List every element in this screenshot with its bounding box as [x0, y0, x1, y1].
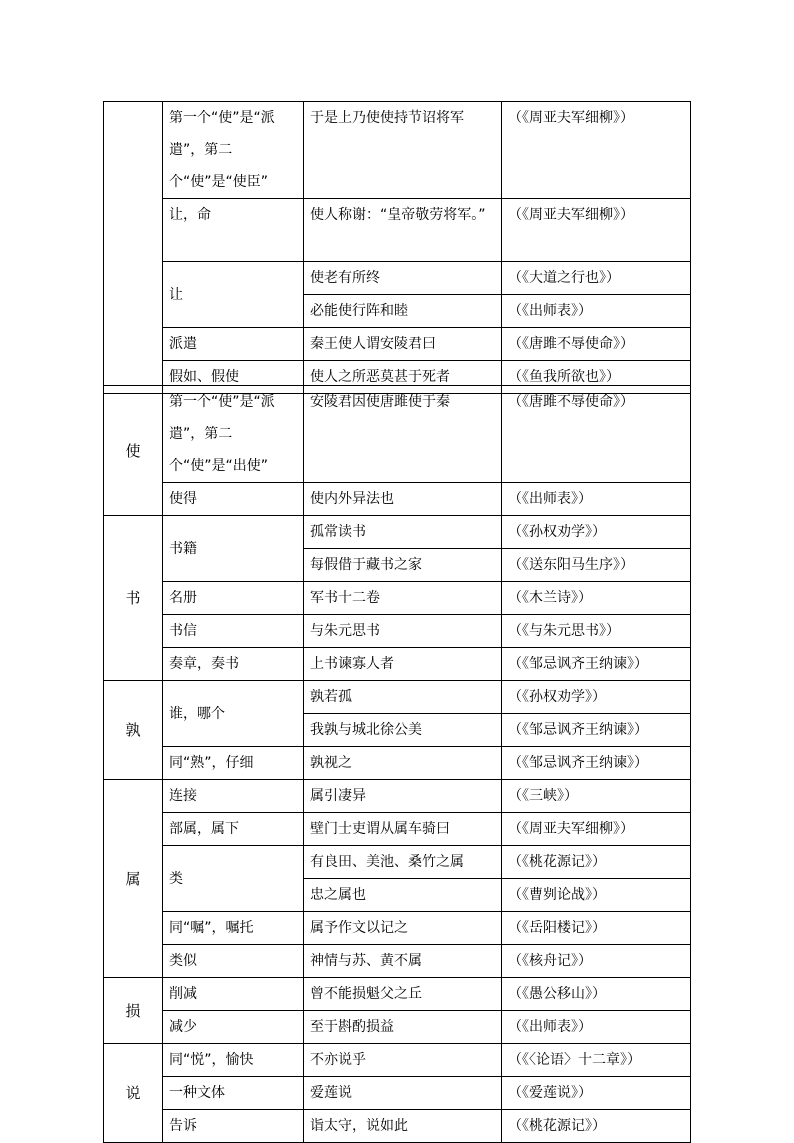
table-row — [104, 912, 691, 945]
table-row — [104, 582, 691, 615]
source-cell: （《曹刿论战》） — [502, 879, 691, 912]
source-cell: （《与朱元思书》） — [502, 615, 691, 648]
table-row — [104, 1011, 691, 1044]
meaning-cell: 假如、假使 — [163, 361, 304, 394]
example-cell: 孤常读书 — [304, 516, 502, 549]
meaning-cell: 奏章，奏书 — [163, 648, 304, 681]
headword-cell: 使 — [104, 386, 163, 516]
source-cell: （《愚公移山》） — [502, 978, 691, 1011]
source-cell: （《邹忌讽齐王纳谏》） — [502, 714, 691, 747]
source-cell: （《桃花源记》） — [502, 846, 691, 879]
source-cell: （《木兰诗》） — [502, 582, 691, 615]
meaning-cell: 一种文体 — [163, 1077, 304, 1110]
meaning-cell: 削减 — [163, 978, 304, 1011]
meaning-cell: 连接 — [163, 780, 304, 813]
example-cell: 不亦说乎 — [304, 1044, 502, 1077]
example-cell: 壁门士吏谓从属车骑曰 — [304, 813, 502, 846]
source-cell: （《桃花源记》） — [502, 1110, 691, 1143]
meaning-cell: 部属，属下 — [163, 813, 304, 846]
source-cell: （《周亚夫军细柳》） — [502, 813, 691, 846]
meaning-cell: 派遣 — [163, 328, 304, 361]
source-cell: （《送东阳马生序》） — [502, 549, 691, 582]
headword-cell: 书 — [104, 516, 163, 681]
source-cell: （《周亚夫军细柳》） — [502, 199, 691, 262]
example-cell: 诣太守，说如此 — [304, 1110, 502, 1143]
example-cell: 爱莲说 — [304, 1077, 502, 1110]
example-cell: 属引凄异 — [304, 780, 502, 813]
vocab-table-top — [103, 101, 691, 394]
example-cell: 孰若孤 — [304, 681, 502, 714]
example-cell: 至于斟酌损益 — [304, 1011, 502, 1044]
source-cell: （《邹忌讽齐王纳谏》） — [502, 747, 691, 780]
headword-cell: 损 — [104, 978, 163, 1044]
example-cell: 安陵君因使唐雎使于秦 — [304, 386, 502, 483]
example-cell: 军书十二卷 — [304, 582, 502, 615]
table-row — [104, 780, 691, 813]
table-row — [104, 615, 691, 648]
headword-cell: 属 — [104, 780, 163, 978]
meaning-cell: 第一个“使”是“派遣”，第二个“使”是“出使” — [163, 386, 304, 483]
source-cell: （《唐雎不辱使命》） — [502, 386, 691, 483]
meaning-cell: 书信 — [163, 615, 304, 648]
meaning-cell: 减少 — [163, 1011, 304, 1044]
source-cell: （《孙权劝学》） — [502, 516, 691, 549]
meaning-cell: 同“嘱”，嘱托 — [163, 912, 304, 945]
example-cell: 孰视之 — [304, 747, 502, 780]
table-row — [104, 747, 691, 780]
table-row — [104, 262, 691, 295]
example-cell: 属予作文以记之 — [304, 912, 502, 945]
source-cell: （《周亚夫军细柳》） — [502, 102, 691, 199]
example-cell: 必能使行阵和睦 — [304, 295, 502, 328]
example-cell: 上书谏寡人者 — [304, 648, 502, 681]
table-row — [104, 846, 691, 879]
table-row — [104, 102, 691, 199]
example-cell: 于是上乃使使持节诏将军 — [304, 102, 502, 199]
example-cell: 秦王使人谓安陵君曰 — [304, 328, 502, 361]
vocab-table-main — [103, 385, 691, 1143]
example-cell: 有良田、美池、桑竹之属 — [304, 846, 502, 879]
char-cell-empty — [104, 102, 163, 394]
table-row — [104, 648, 691, 681]
table-row — [104, 516, 691, 549]
source-cell: （《唐雎不辱使命》） — [502, 328, 691, 361]
table-row — [104, 1044, 691, 1077]
meaning-cell: 使得 — [163, 483, 304, 516]
example-cell: 忠之属也 — [304, 879, 502, 912]
headword-cell: 说 — [104, 1044, 163, 1143]
source-cell: （《〈论语〉十二章》） — [502, 1044, 691, 1077]
table-row — [104, 328, 691, 361]
table-row — [104, 386, 691, 483]
table-row — [104, 945, 691, 978]
source-cell: （《鱼我所欲也》） — [502, 361, 691, 394]
meaning-cell: 第一个“使”是“派遣”，第二个“使”是“使臣” — [163, 102, 304, 199]
source-cell: （《出师表》） — [502, 1011, 691, 1044]
source-cell: （《三峡》） — [502, 780, 691, 813]
meaning-cell: 类似 — [163, 945, 304, 978]
example-cell: 每假借于藏书之家 — [304, 549, 502, 582]
table-row — [104, 1110, 691, 1143]
example-cell: 我孰与城北徐公美 — [304, 714, 502, 747]
example-cell: 使老有所终 — [304, 262, 502, 295]
source-cell: （《核舟记》） — [502, 945, 691, 978]
source-cell: （《孙权劝学》） — [502, 681, 691, 714]
example-cell: 使内外异法也 — [304, 483, 502, 516]
example-cell: 使人之所恶莫甚于死者 — [304, 361, 502, 394]
source-cell: （《出师表》） — [502, 483, 691, 516]
example-cell: 使人称谢：“皇帝敬劳将军。” — [304, 199, 502, 262]
source-cell: （《岳阳楼记》） — [502, 912, 691, 945]
meaning-cell: 让，命 — [163, 199, 304, 262]
table-row — [104, 813, 691, 846]
example-cell: 曾不能损魁父之丘 — [304, 978, 502, 1011]
meaning-cell: 同“悦”，愉快 — [163, 1044, 304, 1077]
example-cell: 与朱元思书 — [304, 615, 502, 648]
table-row — [104, 978, 691, 1011]
source-cell: （《大道之行也》） — [502, 262, 691, 295]
source-cell: （《出师表》） — [502, 295, 691, 328]
meaning-cell: 让 — [163, 262, 304, 328]
headword-cell: 孰 — [104, 681, 163, 780]
meaning-cell: 同“熟”，仔细 — [163, 747, 304, 780]
meaning-cell: 名册 — [163, 582, 304, 615]
meaning-cell: 书籍 — [163, 516, 304, 582]
example-cell: 神情与苏、黄不属 — [304, 945, 502, 978]
meaning-cell: 谁，哪个 — [163, 681, 304, 747]
table-row — [104, 483, 691, 516]
meaning-cell: 告诉 — [163, 1110, 304, 1143]
meaning-cell: 类 — [163, 846, 304, 912]
table-row — [104, 199, 691, 262]
table-row — [104, 1077, 691, 1110]
source-cell: （《爱莲说》） — [502, 1077, 691, 1110]
source-cell: （《邹忌讽齐王纳谏》） — [502, 648, 691, 681]
table-row — [104, 681, 691, 714]
